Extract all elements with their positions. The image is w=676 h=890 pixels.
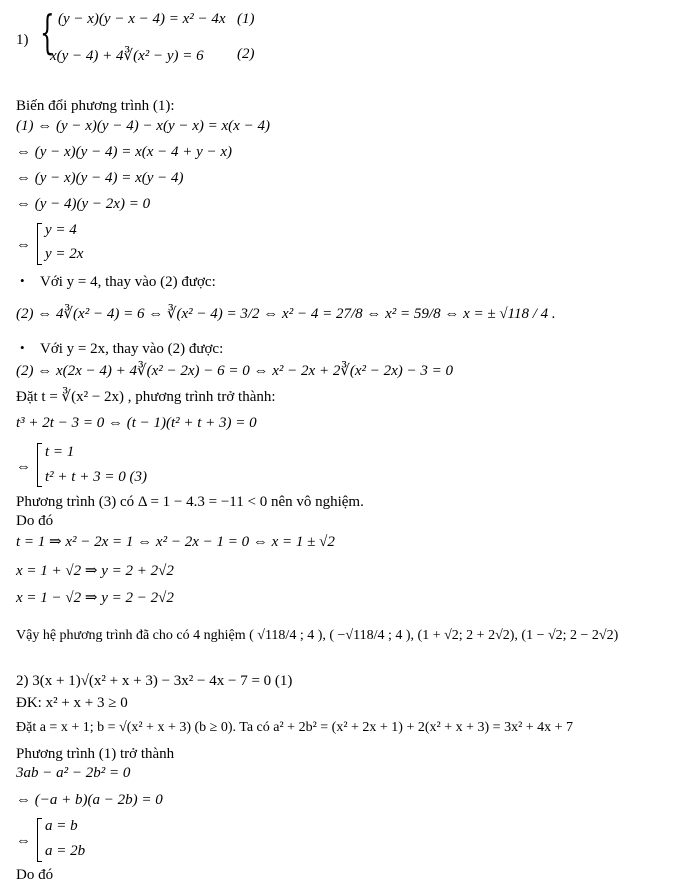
text-line: Biến đổi phương trình (1):: [16, 98, 175, 114]
square-bracket: [37, 223, 42, 265]
text-line: Do đó: [16, 513, 54, 529]
math-line: 2) 3(x + 1)√(x² + x + 3) − 3x² − 4x − 7 = 0 (1): [16, 673, 293, 689]
text-line: Phương trình (3) có Δ = 1 − 4.3 = −11 < 0 nên vô nghiệm.: [16, 494, 364, 510]
equiv-symbol: ⇔: [16, 237, 31, 253]
math-line: x = 1 − √2 ⇒ y = 2 − 2√2: [16, 590, 174, 606]
math-line: x = 1 + √2 ⇒ y = 2 + 2√2: [16, 563, 174, 579]
bracket-case-a: a = b: [45, 818, 78, 834]
bracket-case-a: y = 4: [45, 222, 77, 238]
square-bracket: [37, 443, 42, 487]
text-line: Đặt t = ∛(x² − 2x) , phương trình trở thành:: [16, 389, 276, 405]
math-line: ⇔ (y − x)(y − 4) = x(y − 4): [16, 170, 184, 186]
text-line: ĐK: x² + x + 3 ≥ 0: [16, 695, 128, 711]
text-line: Do đó: [16, 867, 54, 883]
system-eq1: (y − x)(y − x − 4) = x² − 4x: [58, 11, 226, 27]
math-line: ⇔ (y − x)(y − 4) = x(x − 4 + y − x): [16, 144, 233, 160]
math-line: 3ab − a² − 2b² = 0: [16, 765, 131, 781]
math-line: (1) ⇔ (y − x)(y − 4) − x(y − x) = x(x − 4): [16, 118, 270, 134]
system-eq2: x(y − 4) + 4∛(x² − y) = 6: [50, 48, 204, 64]
system-eq1-tag: (1): [237, 11, 255, 27]
problem1-number: 1): [16, 32, 29, 48]
math-line: ⇔ (−a + b)(a − 2b) = 0: [16, 792, 163, 808]
math-line: (2) ⇔ 4∛(x² − 4) = 6 ⇔ ∛(x² − 4) = 3/2 ⇔ x² − 4 = 27/8 ⇔ x² = 59/8 ⇔ x = ± √118 / 4 .: [16, 306, 556, 322]
equiv-symbol: ⇔: [16, 833, 31, 849]
text-line: Với y = 4, thay vào (2) được:: [40, 274, 216, 290]
math-line: t = 1 ⇒ x² − 2x = 1 ⇔ x² − 2x − 1 = 0 ⇔ x = 1 ± √2: [16, 534, 335, 550]
bracket-case-b: a = 2b: [45, 843, 86, 859]
text-line: Đặt a = x + 1; b = √(x² + x + 3) (b ≥ 0). Ta có a² + 2b² = (x² + 2x + 1) + 2(x² + x + 3) = 3x² + 4x + 7: [16, 720, 574, 735]
bracket-case-b: y = 2x: [45, 246, 84, 262]
text-line: Với y = 2x, thay vào (2) được:: [40, 341, 224, 357]
bracket-case-a: t = 1: [45, 444, 75, 460]
bullet: •: [20, 273, 25, 288]
text-line: Vậy hệ phương trình đã cho có 4 nghiệm ( √118/4 ; 4 ), ( −√118/4 ; 4 ), (1 + √2; 2 + 2√2), (1 − √2; 2 − 2√2): [16, 628, 619, 643]
bullet: •: [20, 340, 25, 355]
math-line: (2) ⇔ x(2x − 4) + 4∛(x² − 2x) − 6 = 0 ⇔ x² − 2x + 2∛(x² − 2x) − 3 = 0: [16, 363, 454, 379]
math-line: t³ + 2t − 3 = 0 ⇔ (t − 1)(t² + t + 3) = 0: [16, 415, 257, 431]
text-line: Phương trình (1) trở thành: [16, 746, 175, 762]
bracket-case-b: t² + t + 3 = 0 (3): [45, 469, 147, 485]
square-bracket: [37, 818, 42, 862]
brace: {: [40, 5, 55, 59]
equiv-symbol: ⇔: [16, 459, 31, 475]
math-line: ⇔ (y − 4)(y − 2x) = 0: [16, 196, 151, 212]
system-eq2-tag: (2): [237, 46, 255, 62]
